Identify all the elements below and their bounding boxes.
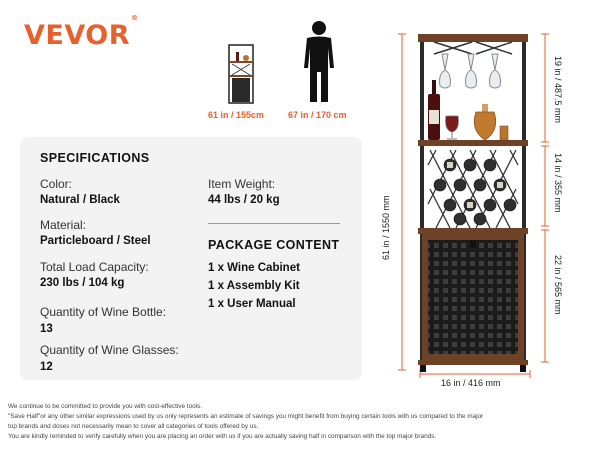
wine-bottle-label: Quantity of Wine Bottle: [40, 305, 167, 319]
item-weight-value: 44 lbs / 20 kg [208, 194, 280, 206]
item-weight-label: Item Weight: [208, 177, 276, 191]
cabinet-height-label: 61 in / 155cm [208, 110, 265, 120]
width-dimension: 16 in / 416 mm [441, 378, 501, 388]
package-content-title: PACKAGE CONTENT [208, 238, 340, 252]
footer-line: top brands and doses not necessarily mean to cover all categories of tools offered by us. [8, 423, 259, 430]
total-height-dimension: 61 in / 1550 mm [381, 195, 391, 260]
footer-line: "Save Half"or any other similar expressions used by us only represents an estimate of savings you might benefit from buying certain tools with us compared to the major [8, 413, 484, 420]
wine-glasses-label: Quantity of Wine Glasses: [40, 343, 179, 357]
wine-cabinet-illustration [414, 34, 532, 374]
load-capacity-label: Total Load Capacity: [40, 260, 149, 274]
footer-line: You are kindly reminded to verify carefully when you are placing an order with us if you are actually saving half in comparison with the top major brands. [8, 433, 437, 440]
footer-disclaimer [8, 402, 596, 442]
person-height-label: 67 in / 170 cm [288, 110, 347, 120]
color-value: Natural / Black [40, 194, 120, 206]
material-value: Particleboard / Steel [40, 235, 151, 247]
wine-bottle-value: 13 [40, 323, 53, 335]
wine-glasses-value: 12 [40, 361, 53, 373]
top-section-dimension: 19 in / 487.5 mm [553, 56, 563, 124]
package-item: 1 x User Manual [208, 298, 296, 310]
specifications-title: SPECIFICATIONS [40, 151, 150, 165]
material-label: Material: [40, 218, 87, 232]
package-item: 1 x Assembly Kit [208, 280, 300, 292]
brand-name: VEVOR [24, 20, 131, 51]
middle-section-dimension: 14 in / 355 mm [553, 153, 563, 213]
registered-mark: ® [131, 14, 139, 22]
color-label: Color: [40, 177, 73, 191]
package-item: 1 x Wine Cabinet [208, 262, 300, 274]
load-capacity-value: 230 lbs / 104 kg [40, 277, 125, 289]
footer-line: We continue to be committed to provide you with cost-effective tools. [8, 403, 203, 410]
bottom-section-dimension: 22 in / 565 mm [553, 255, 563, 315]
